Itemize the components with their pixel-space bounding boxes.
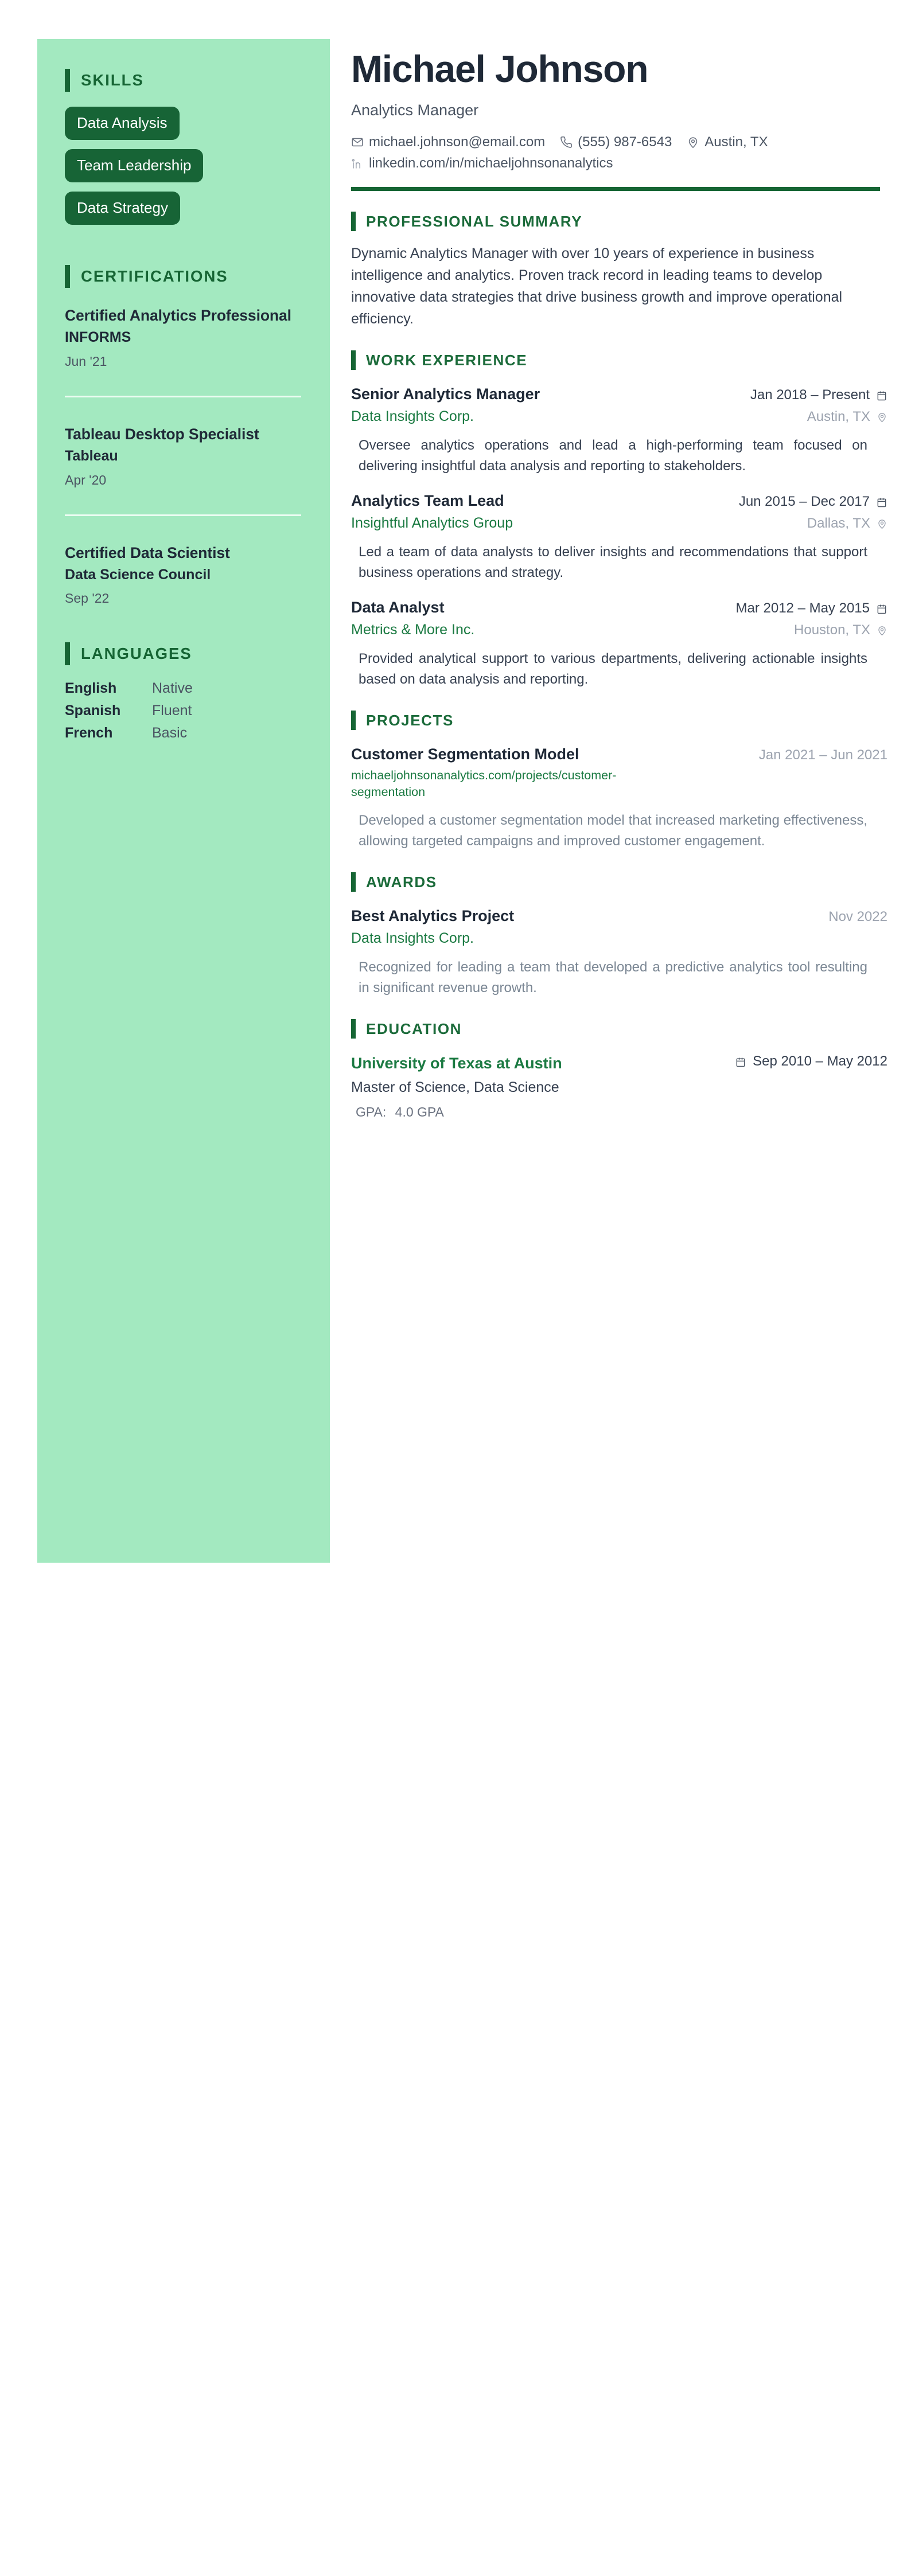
sidebar-section-heading-languages (65, 642, 307, 665)
project-item (351, 745, 887, 852)
language-level: Native (152, 680, 193, 696)
certification-date: Jun '21 (65, 353, 107, 369)
location-pin-icon (877, 412, 887, 423)
language-level: Basic (152, 724, 188, 741)
education-item (351, 1053, 887, 1120)
award-item-subheader (351, 930, 887, 947)
language-name: French (65, 724, 113, 741)
work-location (794, 622, 887, 639)
contact-location-text: Austin, TX (704, 134, 768, 150)
calendar-icon (735, 1056, 746, 1068)
certification-item (65, 421, 307, 489)
languages-heading-label: LANGUAGES (81, 644, 192, 662)
certification-date: Sep '22 (65, 591, 110, 606)
certifications-heading-label: CERTIFICATIONS (81, 267, 228, 286)
education-degree: Master of Science, Data Science (351, 1079, 559, 1096)
calendar-icon (876, 603, 887, 615)
contact-row-secondary (351, 155, 887, 172)
summary-text: Dynamic Analytics Manager with over 10 years of experience in business intelligence and analytics. Proven track record in leading teams to develop innovative data strategies that drive business growth and improve operational efficiency. (351, 245, 843, 327)
project-dates-text: Jan 2021 – Jun 2021 (758, 747, 887, 763)
certification-item (65, 540, 307, 608)
certification-name: Tableau Desktop Specialist (65, 425, 259, 443)
award-description: Recognized for leading a team that developed a predictive analytics tool resulting in significant revenue growth. (359, 959, 867, 996)
work-location (807, 409, 887, 426)
heading-accent-bar (65, 642, 70, 665)
contact-location (687, 134, 768, 151)
work-item-subheader (351, 621, 887, 639)
divider (65, 514, 301, 516)
work-dates (739, 494, 887, 510)
work-item (351, 491, 887, 583)
work-heading-label: WORK EXPERIENCE (366, 352, 528, 369)
work-dates (736, 600, 887, 617)
work-company: Data Insights Corp. (351, 408, 474, 425)
location-pin-icon (877, 625, 887, 636)
heading-accent-bar (351, 1019, 356, 1039)
contact-email-text: michael.johnson@email.com (369, 134, 546, 150)
envelope-icon (351, 136, 364, 149)
education-gpa-value: 4.0 GPA (395, 1104, 444, 1120)
linkedin-icon (351, 158, 364, 170)
contact-phone-text: (555) 987-6543 (578, 134, 672, 150)
work-description: Oversee analytics operations and lead a high-performing team focused on delivering insightful data analysis and reporting to stakeholders. (359, 438, 867, 474)
certification-issuer: INFORMS (65, 329, 131, 345)
divider (65, 396, 301, 397)
skills-list (65, 107, 307, 234)
heading-accent-bar (65, 265, 70, 288)
contact-email[interactable] (351, 134, 545, 151)
work-title: Analytics Team Lead (351, 492, 504, 510)
section-heading-work (351, 350, 887, 370)
education-gpa (351, 1104, 887, 1120)
location-pin-icon (687, 136, 699, 149)
language-level: Fluent (152, 702, 192, 719)
award-title: Best Analytics Project (351, 907, 515, 925)
language-name: English (65, 680, 117, 696)
skill-pill[interactable]: Team Leadership (65, 149, 203, 182)
education-dates (735, 1053, 887, 1070)
section-heading-education (351, 1019, 887, 1039)
phone-icon (560, 136, 573, 149)
work-title: Senior Analytics Manager (351, 385, 540, 403)
award-item (351, 907, 887, 998)
work-item (351, 385, 887, 477)
skills-heading-label: SKILLS (81, 71, 144, 89)
award-date-text: Nov 2022 (828, 909, 887, 925)
education-gpa-label: GPA: (356, 1104, 387, 1120)
summary-heading-label: PROFESSIONAL SUMMARY (366, 213, 583, 231)
language-item (65, 680, 307, 697)
work-item-header (351, 385, 887, 404)
certification-name: Certified Data Scientist (65, 544, 230, 561)
section-heading-awards (351, 872, 887, 892)
awards-heading-label: AWARDS (366, 873, 437, 891)
sidebar-section-heading-certifications (65, 265, 307, 288)
work-dates (750, 387, 887, 404)
award-organization: Data Insights Corp. (351, 930, 474, 947)
project-dates (759, 747, 887, 764)
contact-row-primary (351, 134, 887, 151)
education-school: University of Texas at Austin (351, 1055, 562, 1072)
main-content (351, 39, 887, 1120)
contact-linkedin[interactable] (351, 155, 613, 172)
work-title: Data Analyst (351, 599, 445, 616)
language-name: Spanish (65, 702, 121, 719)
education-item-header (351, 1053, 887, 1098)
certifications-list (65, 303, 307, 608)
award-item-header (351, 907, 887, 926)
work-description: Led a team of data analysts to deliver insights and recommendations that support business operations and strategy. (359, 544, 867, 581)
language-item (65, 702, 307, 719)
certification-date: Apr '20 (65, 472, 107, 487)
language-item (65, 725, 307, 741)
languages-section (65, 642, 307, 741)
calendar-icon (876, 497, 887, 508)
certification-issuer: Tableau (65, 447, 118, 464)
education-heading-label: EDUCATION (366, 1020, 462, 1038)
work-location-text: Houston, TX (794, 622, 870, 638)
project-link[interactable]: michaeljohnsonanalytics.com/projects/customer-segmentation (351, 768, 617, 799)
certification-name: Certified Analytics Professional (65, 307, 291, 324)
work-location (807, 516, 887, 532)
work-location-text: Dallas, TX (807, 516, 870, 532)
certification-issuer: Data Science Council (65, 566, 211, 583)
heading-accent-bar (65, 69, 70, 92)
page-title: Michael Johnson (351, 48, 648, 90)
heading-accent-bar (351, 350, 356, 370)
header-divider (351, 187, 880, 191)
heading-accent-bar (351, 872, 356, 892)
work-item-subheader (351, 408, 887, 426)
work-dates-text: Jun 2015 – Dec 2017 (738, 494, 870, 510)
contact-phone[interactable] (560, 134, 672, 151)
sidebar-section-heading-skills (65, 69, 307, 92)
section-heading-projects (351, 711, 887, 730)
project-description: Developed a customer segmentation model that increased marketing effectiveness, allowing targeted campaigns and improved customer engagement. (359, 813, 867, 849)
work-location-text: Austin, TX (807, 409, 870, 425)
calendar-icon (876, 390, 887, 401)
work-dates-text: Jan 2018 – Present (750, 387, 870, 403)
certification-item (65, 303, 307, 370)
project-item-header (351, 745, 887, 764)
section-heading-summary (351, 212, 887, 231)
education-dates-text: Sep 2010 – May 2012 (753, 1053, 887, 1070)
work-item-subheader (351, 514, 887, 532)
work-item (351, 598, 887, 690)
skill-pill[interactable]: Data Analysis (65, 107, 180, 140)
work-description: Provided analytical support to various departments, delivering actionable insights based on data analysis and reporting. (359, 651, 867, 688)
work-item-header (351, 491, 887, 510)
projects-heading-label: PROJECTS (366, 712, 454, 729)
location-pin-icon (877, 518, 887, 529)
skill-pill[interactable]: Data Strategy (65, 192, 180, 225)
contact-linkedin-text: linkedin.com/in/michaeljohnsonanalytics (369, 155, 613, 171)
work-dates-text: Mar 2012 – May 2015 (735, 600, 870, 616)
job-title-subtitle: Analytics Manager (351, 102, 479, 119)
work-item-header (351, 598, 887, 617)
heading-accent-bar (351, 212, 356, 231)
project-title: Customer Segmentation Model (351, 746, 579, 763)
work-company: Insightful Analytics Group (351, 515, 513, 532)
heading-accent-bar (351, 711, 356, 730)
contact-info (351, 134, 887, 173)
sidebar (37, 39, 330, 1563)
award-date (828, 909, 887, 926)
work-company: Metrics & More Inc. (351, 622, 475, 638)
